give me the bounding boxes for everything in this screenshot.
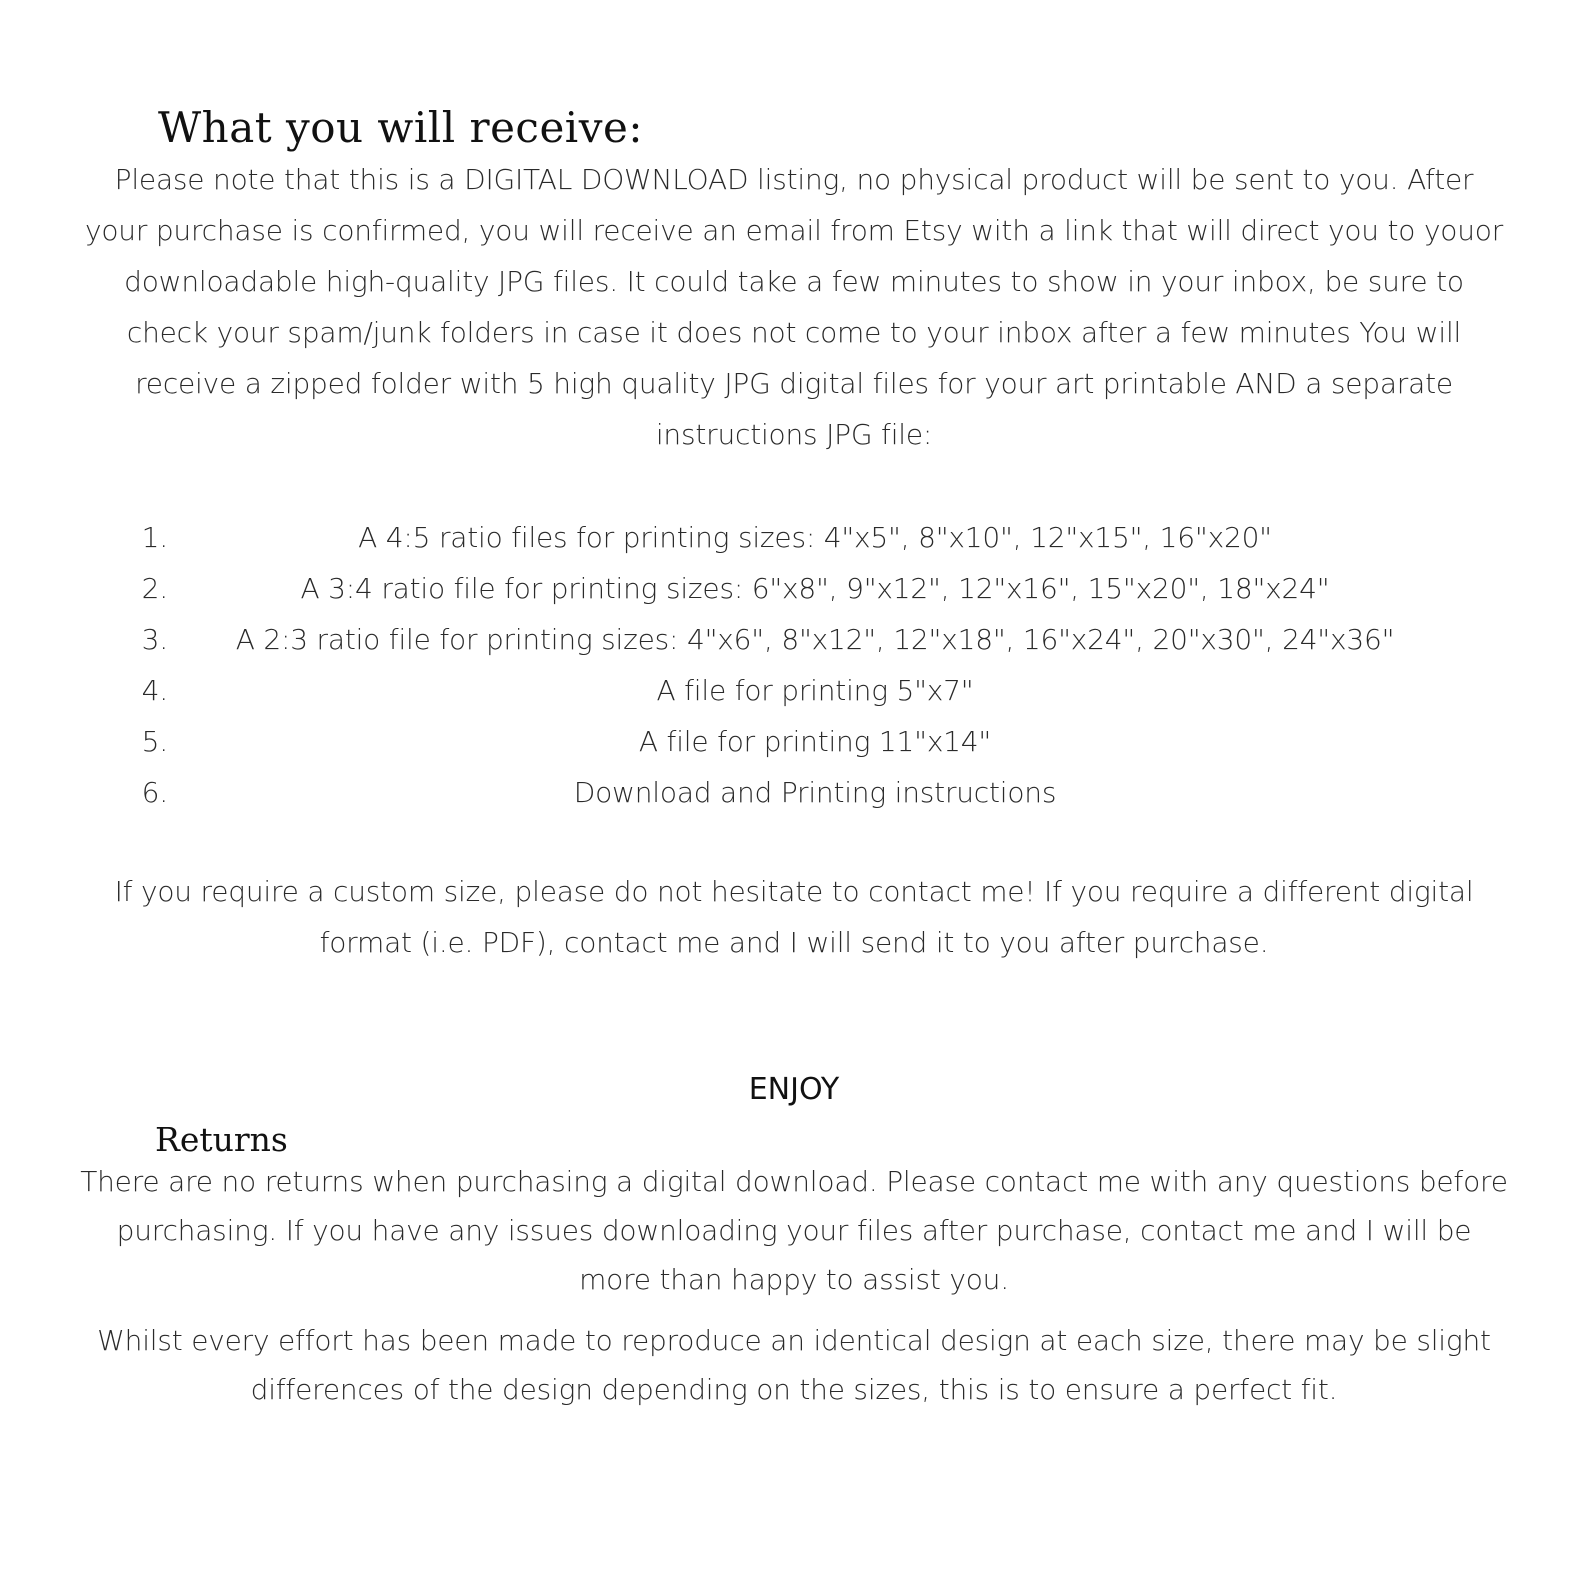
file-item-text: A 3:4 ratio file for printing sizes: 6"x8", 9"x12", 12"x16", 15"x20", 18"x24" (300, 572, 1330, 605)
file-item-text: A file for printing 11"x14" (638, 725, 992, 758)
file-item-number: 5. (141, 725, 168, 758)
digital-download-intro: Please note that this is a DIGITAL DOWNLOAD listing, no physical product will be sent to you. After your purchase is confirmed, you will receive an email from Etsy with a link that will direct you to youor downloadable high-quality JPG files. It could take a few minutes to show in your inbox, be sure to check your spam/junk folders in case it does not come to your inbox after a few minutes You will receive a zipped folder with 5 high quality JPG digital files for your art printable AND a separate instructions JPG file: (84, 163, 1504, 451)
file-item-number: 2. (141, 572, 168, 605)
file-item-text: Download and Printing instructions (573, 776, 1057, 809)
enjoy-label: ENJOY (748, 1072, 840, 1107)
file-item-number: 4. (141, 674, 168, 707)
file-list-item (0, 563, 1588, 614)
file-list (0, 512, 1588, 818)
file-item-number: 1. (141, 521, 168, 554)
what-you-will-receive-heading: What you will receive: (158, 103, 643, 152)
returns-policy-text: There are no returns when purchasing a digital download. Please contact me with any questions before purchasing. If you have any issues downloading your files after purchase, contact me and I will be more than happy to assist you. (80, 1165, 1508, 1296)
file-item-number: 6. (141, 776, 168, 809)
size-disclaimer-text: Whilst every effort has been made to reproduce an identical design at each size, there may be slight differences of the design depending on the sizes, this is to ensure a perfect fit. (97, 1324, 1491, 1406)
file-item-text: A 2:3 ratio file for printing sizes: 4"x6", 8"x12", 12"x18", 16"x24", 20"x30", 24"x36" (235, 623, 1395, 656)
file-item-text: A 4:5 ratio files for printing sizes: 4"x5", 8"x10", 12"x15", 16"x20" (358, 521, 1272, 554)
returns-heading: Returns (155, 1120, 288, 1159)
file-item-number: 3. (141, 623, 168, 656)
file-list-item (0, 665, 1588, 716)
file-list-item (0, 767, 1588, 818)
custom-size-note: If you require a custom size, please do not hesitate to contact me! If you require a different digital format (i.e. PDF), contact me and I will send it to you after purchase. (114, 875, 1474, 959)
file-list-item (0, 716, 1588, 767)
file-list-item (0, 614, 1588, 665)
file-item-text: A file for printing 5"x7" (656, 674, 974, 707)
file-list-item (0, 512, 1588, 563)
